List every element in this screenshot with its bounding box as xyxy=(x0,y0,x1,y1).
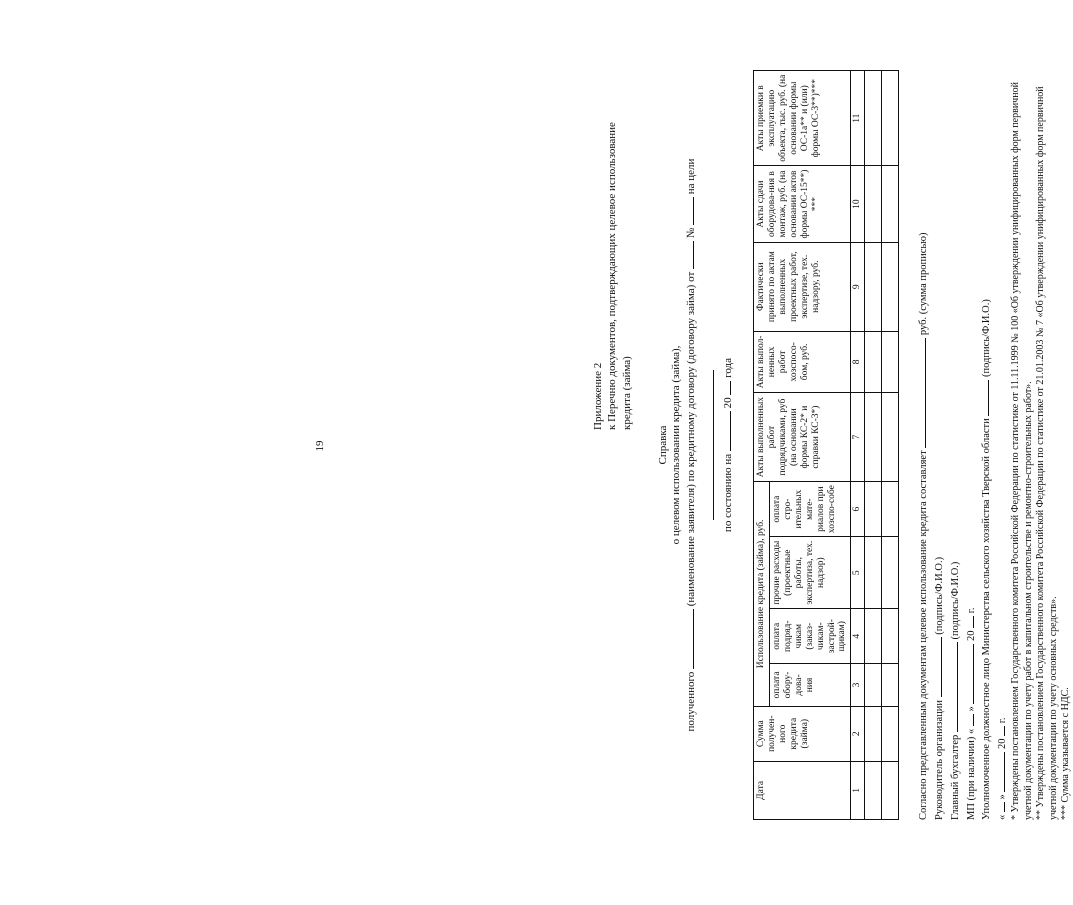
director-line xyxy=(931,70,947,820)
total-suffix: руб. (сумма прописью) xyxy=(918,232,929,336)
agreement-text: по кредитному договору (договору займа) от xyxy=(685,271,698,482)
table-header-row-1 xyxy=(754,71,770,820)
official-line xyxy=(978,70,994,820)
col-number: 1 xyxy=(851,761,865,819)
date-line xyxy=(994,70,1010,820)
date-day-blank xyxy=(994,802,1005,812)
appendix-line-1: Приложение 2 xyxy=(592,362,604,430)
col-header-8: Акты выпол-ненных работ хозспосо-бом, руб. xyxy=(754,331,851,392)
table-row xyxy=(865,71,882,820)
col-header-11: Акты приемки в эксплуатацию объекта, тыс. руб. (на основании формы ОС-1а** и (или) формы ОС-3**)*** xyxy=(754,71,851,166)
date-year-suffix: г. xyxy=(997,717,1009,724)
year-blank xyxy=(720,381,731,395)
col-number: 9 xyxy=(851,242,865,331)
col-header-4: оплата подряд-чикам (заказ-чикам-застрой-щикам) xyxy=(769,609,850,664)
appendix-line-2: к Перечню документов, подтверждающих целевое использование xyxy=(606,122,619,430)
director-label: Руководитель организации xyxy=(933,700,945,820)
purpose-blank xyxy=(703,370,714,520)
empty-cell xyxy=(865,71,882,166)
title-line-4 xyxy=(703,60,718,830)
table-row xyxy=(882,71,899,820)
empty-cell xyxy=(882,664,899,706)
accountant-hint: (подпись/Ф.И.О.) xyxy=(949,561,961,640)
empty-cell xyxy=(865,664,882,706)
empty-cell xyxy=(865,537,882,609)
empty-cell xyxy=(882,242,899,331)
col-number: 4 xyxy=(851,609,865,664)
col-number: 5 xyxy=(851,537,865,609)
total-prefix: Согласно представленным документам целевое использование кредита составляет xyxy=(918,450,929,820)
total-blank xyxy=(915,338,926,448)
applicant-hint: (наименование заявителя) xyxy=(685,484,698,607)
accountant-label: Главный бухгалтер xyxy=(949,734,961,820)
empty-cell xyxy=(865,166,882,242)
empty-cell xyxy=(865,482,882,537)
year-prefix: 20 xyxy=(721,397,734,409)
empty-cell xyxy=(865,331,882,392)
agreement-date-blank xyxy=(683,241,694,269)
document-title xyxy=(657,60,735,830)
director-hint: (подпись/Ф.И.О.) xyxy=(933,556,945,635)
title-line-5 xyxy=(720,60,735,830)
date-close: » xyxy=(997,794,1009,800)
col-number: 7 xyxy=(851,393,865,482)
page-number: 19 xyxy=(314,440,326,452)
empty-cell xyxy=(865,761,882,819)
col-number: 10 xyxy=(851,166,865,242)
official-label: Уполномоченное должностное лицо Министерства сельского хозяйства Тверской области xyxy=(981,418,993,820)
agreement-number-blank xyxy=(683,197,694,225)
purpose-text: на цели xyxy=(685,158,698,195)
col-number: 3 xyxy=(851,664,865,706)
footnote-2: ** Утверждены постановлением Государственного комитета Российской Федерации по статистике от 21.01.2003 № 7 «Об утверждении унифицированных форм первичной учетной документации по учету основных средств». xyxy=(1035,86,1059,820)
col-header-9: Фактически принято по актам выполненных проектных работ, экспертизе, тех. надзору, руб. xyxy=(754,242,851,331)
empty-cell xyxy=(882,537,899,609)
appendix-heading xyxy=(591,60,634,430)
stamp-year-prefix: 20 xyxy=(965,630,977,641)
date-year-prefix: 20 xyxy=(997,738,1009,749)
signature-block xyxy=(915,70,1073,820)
stamp-day-blank xyxy=(963,714,974,726)
stamp-year-suffix: г. xyxy=(965,607,977,614)
date-open: « xyxy=(997,814,1009,820)
stamp-year-blank xyxy=(963,616,974,628)
empty-cell xyxy=(882,331,899,392)
title-line-1: Справка xyxy=(657,425,669,465)
total-line xyxy=(915,70,931,820)
received-prefix: полученного xyxy=(685,671,698,732)
as-of-prefix: по состоянию на xyxy=(721,453,734,533)
empty-cell xyxy=(882,482,899,537)
empty-cell xyxy=(865,706,882,761)
col-header-2: Сумма получен-ного кредита (займа) xyxy=(754,706,851,761)
as-of-blank xyxy=(720,411,731,451)
empty-cell xyxy=(865,242,882,331)
col-header-7: Акты выполненных работ подрядчиками, руб (на основании формы КС-2* и справки КС-3*) xyxy=(754,393,851,482)
official-blank xyxy=(978,380,989,416)
empty-cell xyxy=(882,166,899,242)
col-number: 6 xyxy=(851,482,865,537)
title-line-2: о целевом использовании кредита (займа), xyxy=(670,345,683,545)
col-header-5: прочие расходы (проектные работы, экспертиза, тех. надзор) xyxy=(769,537,850,609)
col-header-1: Дата xyxy=(754,761,851,819)
col-header-10: Акты сдачи оборудова-ния в монтаж, руб. (на основании актов формы ОС-15**) *** xyxy=(754,166,851,242)
empty-cell xyxy=(882,706,899,761)
accountant-blank xyxy=(947,642,958,732)
col-header-6: оплата стро-ительных мате-риалов при хозспо-собе xyxy=(769,482,850,537)
date-year-blank xyxy=(994,726,1005,736)
applicant-blank xyxy=(683,609,694,669)
empty-cell xyxy=(882,393,899,482)
empty-cell xyxy=(882,609,899,664)
col-number: 8 xyxy=(851,331,865,392)
empty-cell xyxy=(865,393,882,482)
appendix-line-3: кредита (займа) xyxy=(620,356,633,430)
col-number: 2 xyxy=(851,706,865,761)
col-number: 11 xyxy=(851,71,865,166)
date-month-blank xyxy=(994,752,1005,792)
column-number-row xyxy=(851,71,865,820)
official-hint: (подпись/Ф.И.О.) xyxy=(981,299,993,378)
credit-usage-table xyxy=(753,70,899,820)
number-sign: № xyxy=(685,227,698,239)
year-suffix: года xyxy=(721,357,734,378)
group-header: Использование кредита (займа), руб. xyxy=(754,482,770,707)
accountant-line xyxy=(947,70,963,820)
stamp-line xyxy=(963,70,979,820)
empty-cell xyxy=(882,71,899,166)
empty-cell xyxy=(882,761,899,819)
stamp-month-blank xyxy=(963,644,974,704)
footnote-3: *** Сумма указывается с НДС. xyxy=(1060,687,1072,820)
footnote-1: * Утверждены постановлением Государственного комитета Российской Федерации по статистике от 11.11.1999 № 100 «Об утверждении унифицированных форм первичной учетной документации по учету работ в капитальном строительстве и ремонтно-строительных работ». xyxy=(1010,82,1034,820)
stamp-quote-close: » xyxy=(965,706,977,712)
col-header-3: оплата обору-дова-ния xyxy=(769,664,850,706)
director-blank xyxy=(931,637,942,697)
empty-cell xyxy=(865,609,882,664)
title-line-3 xyxy=(683,60,698,830)
stamp-label: МП (при наличии) « xyxy=(965,728,977,820)
rotated-document xyxy=(585,60,1072,830)
